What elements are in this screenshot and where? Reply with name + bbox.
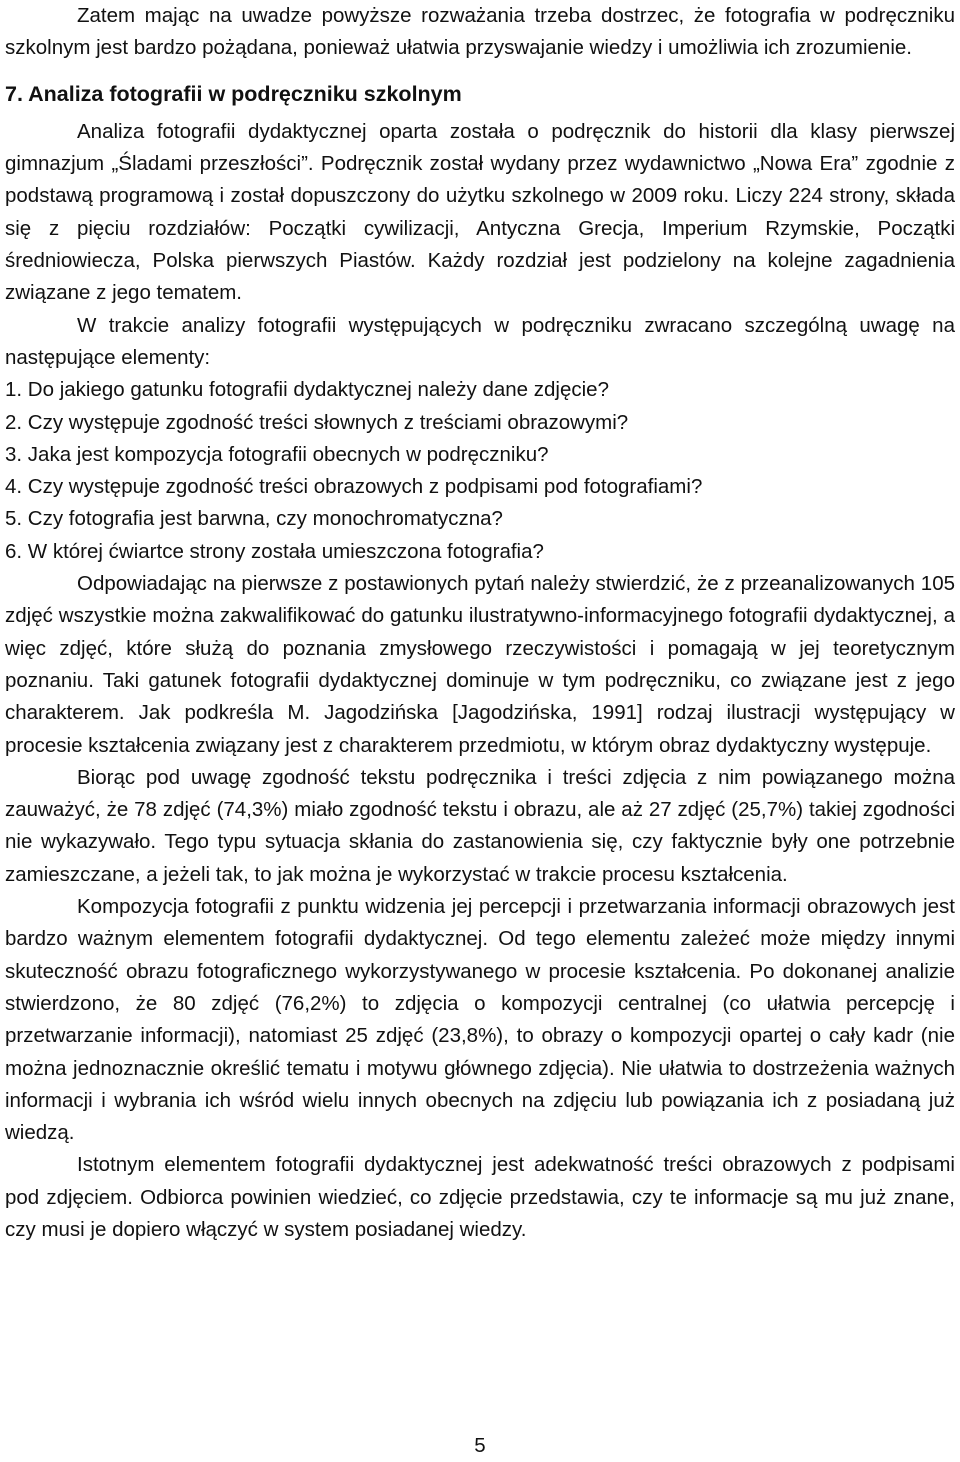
paragraph-captions: Istotnym elementem fotografii dydaktycznej jest adekwatność treści obrazowych z podpisami pod zdjęciem. Odbiorca powinien wiedzieć, co zdjęcie przedstawia, czy te informacje są mu już znane, czy musi je dopiero włączyć w system posiadanej wiedzy.	[5, 1153, 955, 1241]
page-number: 5	[474, 1434, 486, 1457]
list-item: 5. Czy fotografia jest barwna, czy monochromatyczna?	[5, 507, 503, 531]
document-body	[5, 0, 955, 1246]
paragraph-composition: Kompozycja fotografii z punktu widzenia jej percepcji i przetwarzania informacji obrazowych jest bardzo ważnym elementem fotografii dydaktycznej. Od tego elementu zależeć może między innymi skuteczność obrazu fotograficznego wykorzystywanego w procesie kształcenia. Po dokonanej analizie stwierdzono, że 80 zdjęć (76,2%) to zdjęcia o kompozycji centralnej (co ułatwia percepcję i przetwarzanie informacji), natomiast 25 zdjęć (23,8%), to obrazy o kompozycji opartej o cały kadr (nie można jednoznacznie określić tematu i motywu głównego zdjęcia). Nie ułatwia to dostrzeżenia ważnych informacji i wybrania ich wśród wielu innych obecnych na zdjęciu lub powiązania ich z posiadaną już wiedzą.	[5, 895, 955, 1145]
list-item: 1. Do jakiego gatunku fotografii dydaktycznej należy dane zdjęcie?	[5, 378, 609, 402]
paragraph-photo-genre: Odpowiadając na pierwsze z postawionych pytań należy stwierdzić, że z przeanalizowanych 105 zdjęć wszystkie można zakwalifikować do gatunku ilustratywno-informacyjnego fotografii dydaktycznej, a więc zdjęć, które służą do poznania zmysłowego rzeczywistości i pomagają w jej teoretycznym poznaniu. Taki gatunek fotografii dydaktycznej dominuje w tym podręczniku, co związane jest z jego charakterem. Jak podkreśla M. Jagodzińska [Jagodzińska, 1991] rodzaj ilustracji występujący w procesie kształcenia związany jest z charakterem przedmiotu, w którym obraz dydaktyczny występuje.	[5, 572, 955, 757]
criteria-list	[5, 374, 955, 568]
paragraph-text-image-consistency: Biorąc pod uwagę zgodność tekstu podręcznika i treści zdjęcia z nim powiązanego można zauważyć, że 78 zdjęć (74,3%) miało zgodność tekstu i obrazu, ale aż 27 zdjęć (25,7%) takiej zgodności nie wykazywało. Tego typu sytuacja skłania do zastanowienia się, czy faktycznie były one potrzebnie zamieszczane, a jeżeli tak, to jak można je wykorzystać w trakcie procesu kształcenia.	[5, 765, 955, 886]
intro-paragraph: Zatem mając na uwadze powyższe rozważania trzeba dostrzec, że fotografia w podręczniku szkolnym jest bardzo pożądana, ponieważ ułatwia przyswajanie wiedzy i umożliwia ich zrozumienie.	[5, 4, 955, 60]
section-heading: 7. Analiza fotografii w podręczniku szkolnym	[5, 81, 462, 106]
list-item: 4. Czy występuje zgodność treści obrazowych z podpisami pod fotografiami?	[5, 475, 703, 499]
list-item: 2. Czy występuje zgodność treści słownych z treściami obrazowymi?	[5, 410, 629, 434]
list-item: 6. W której ćwiartce strony została umieszczona fotografia?	[5, 539, 544, 563]
paragraph-analysis-criteria: W trakcie analizy fotografii występujących w podręczniku zwracano szczególną uwagę na następujące elementy:	[5, 313, 955, 369]
list-item: 3. Jaka jest kompozycja fotografii obecnych w podręczniku?	[5, 442, 549, 466]
paragraph-textbook-description: Analiza fotografii dydaktycznej oparta została o podręcznik do historii dla klasy pierwszej gimnazjum „Śladami przeszłości”. Podręcznik został wydany przez wydawnictwo „Nowa Era” zgodnie z podstawą programową i został dopuszczony do użytku szkolnego w 2009 roku. Liczy 224 strony, składa się z pięciu rozdziałów: Początki cywilizacji, Antyczna Grecja, Imperium Rzymskie, Początki średniowiecza, Polska pierwszych Piastów. Każdy rozdział jest podzielony na kolejne zagadnienia związane z jego tematem.	[5, 119, 955, 305]
